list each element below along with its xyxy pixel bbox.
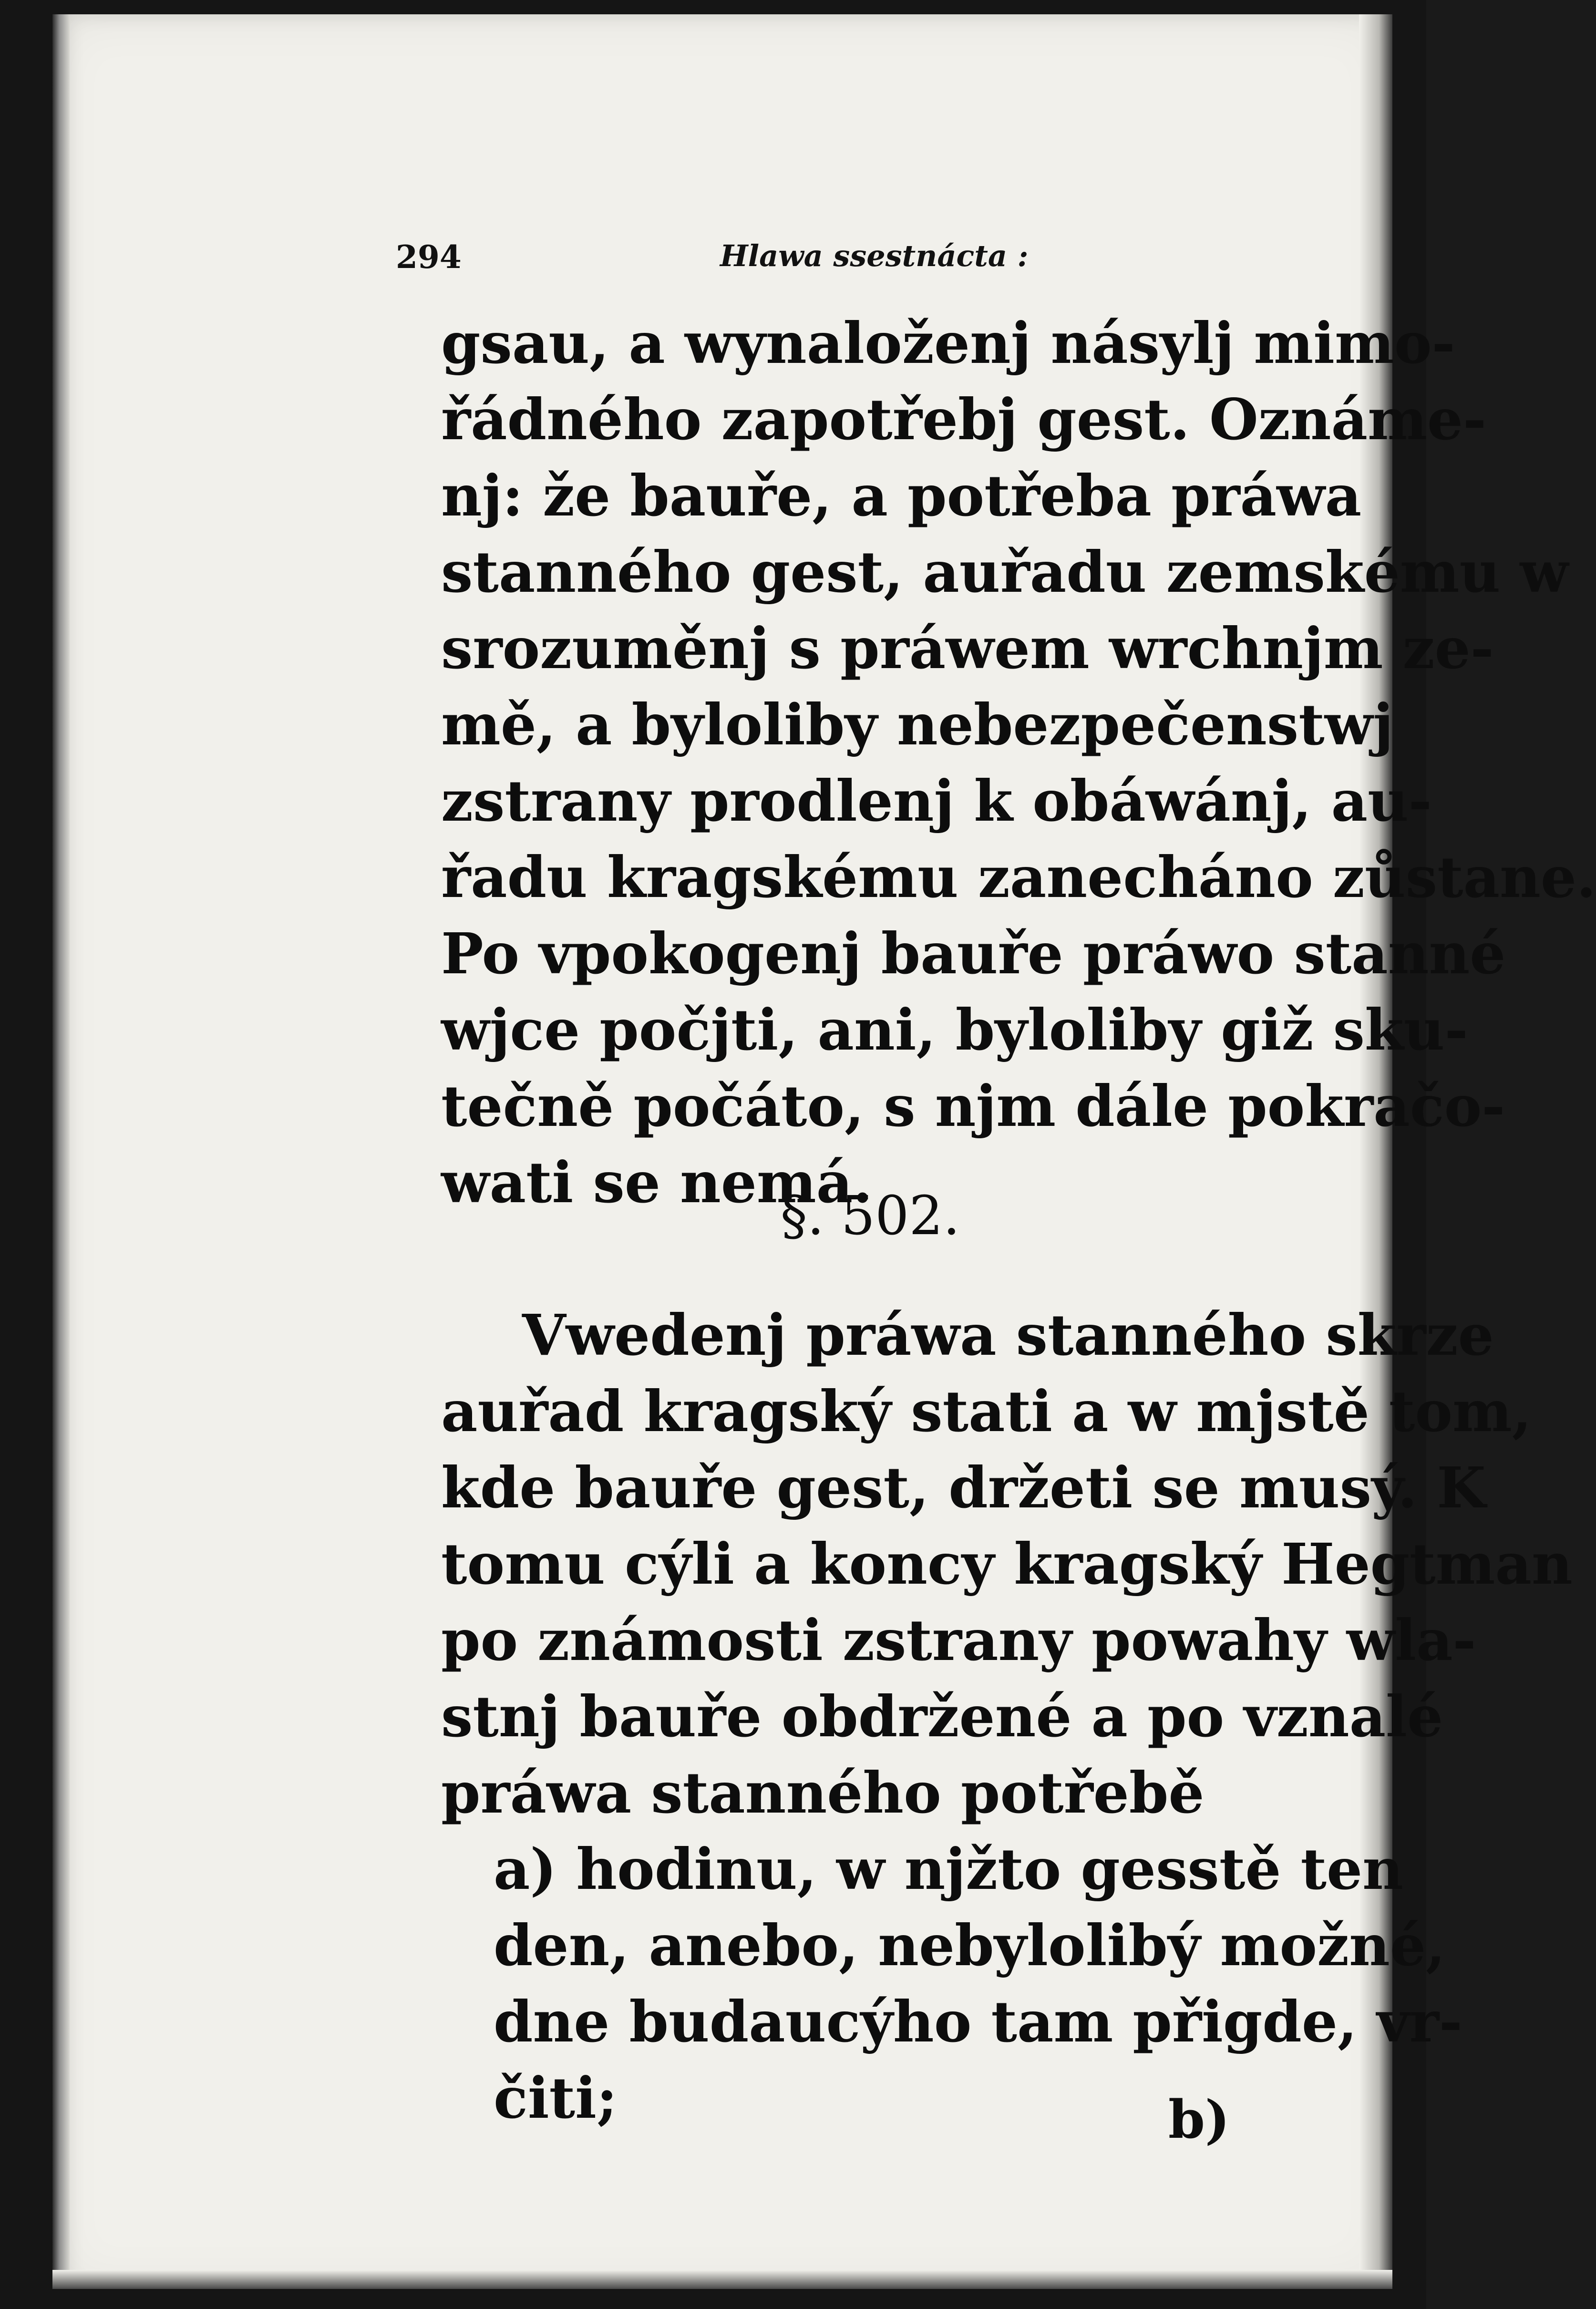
page-gutter-shadow <box>52 14 70 2289</box>
text-line: práwa stanného potřebě <box>441 1760 1205 1826</box>
text-line: kde bauře gest, držeti se musý. K <box>441 1454 1486 1521</box>
text-line: stnj bauře obdržené a po vznalé <box>441 1683 1443 1750</box>
text-line: srozuměnj s práwem wrchnjm ze- <box>441 615 1494 681</box>
text-line: mě, a bylolіby nebezpečenstwj <box>441 691 1394 758</box>
catchword: b) <box>1168 2089 1230 2150</box>
section-heading: §. 502. <box>780 1185 960 1247</box>
text-line: wati se nemá. <box>441 1149 873 1216</box>
running-head: Hlawa ssestnácta : <box>720 238 1029 273</box>
page-number: 294 <box>396 238 462 276</box>
list-item-line: a) hodinu, w njžto gesstě ten <box>494 1836 1403 1902</box>
list-item-line: den, anebo, nebylolіbý možné, <box>494 1912 1446 1979</box>
text-line: gsau, a wynaloženj násylj mimo- <box>441 310 1455 376</box>
page-bottom-edge <box>52 2270 1392 2289</box>
text-line: po známosti zstrany powahy wla- <box>441 1607 1476 1673</box>
text-line: tečně počáto, s njm dále pokračo- <box>441 1073 1505 1139</box>
text-line: wjce počjti, ani, bylolіby giž sku- <box>441 997 1468 1063</box>
text-line: řadu kragskému zanecháno zůstane. <box>441 844 1596 910</box>
text-line: Vwedenj práwa stanného skrze <box>522 1302 1494 1368</box>
text-line: auřad kragský stati a w mjstě tom, <box>441 1378 1532 1444</box>
page-header <box>396 238 1111 281</box>
list-item-line: čiti; <box>494 2065 618 2131</box>
text-line: tomu cýli a koncy kragský Hegtman <box>441 1531 1573 1597</box>
text-line: zstrany prodlenj k obáwánj, au- <box>441 768 1432 834</box>
text-line: Po vpokogenj bauře práwo stanné <box>441 920 1506 987</box>
list-item-line: dne budaucýho tam přigde, vr- <box>494 1989 1462 2055</box>
text-line: stanného gest, auřadu zemskému w <box>441 539 1569 605</box>
text-line: nj: že bauře, a potřeba práwa <box>441 463 1362 529</box>
text-line: řádného zapotřebj gest. Oznáme- <box>441 386 1486 453</box>
